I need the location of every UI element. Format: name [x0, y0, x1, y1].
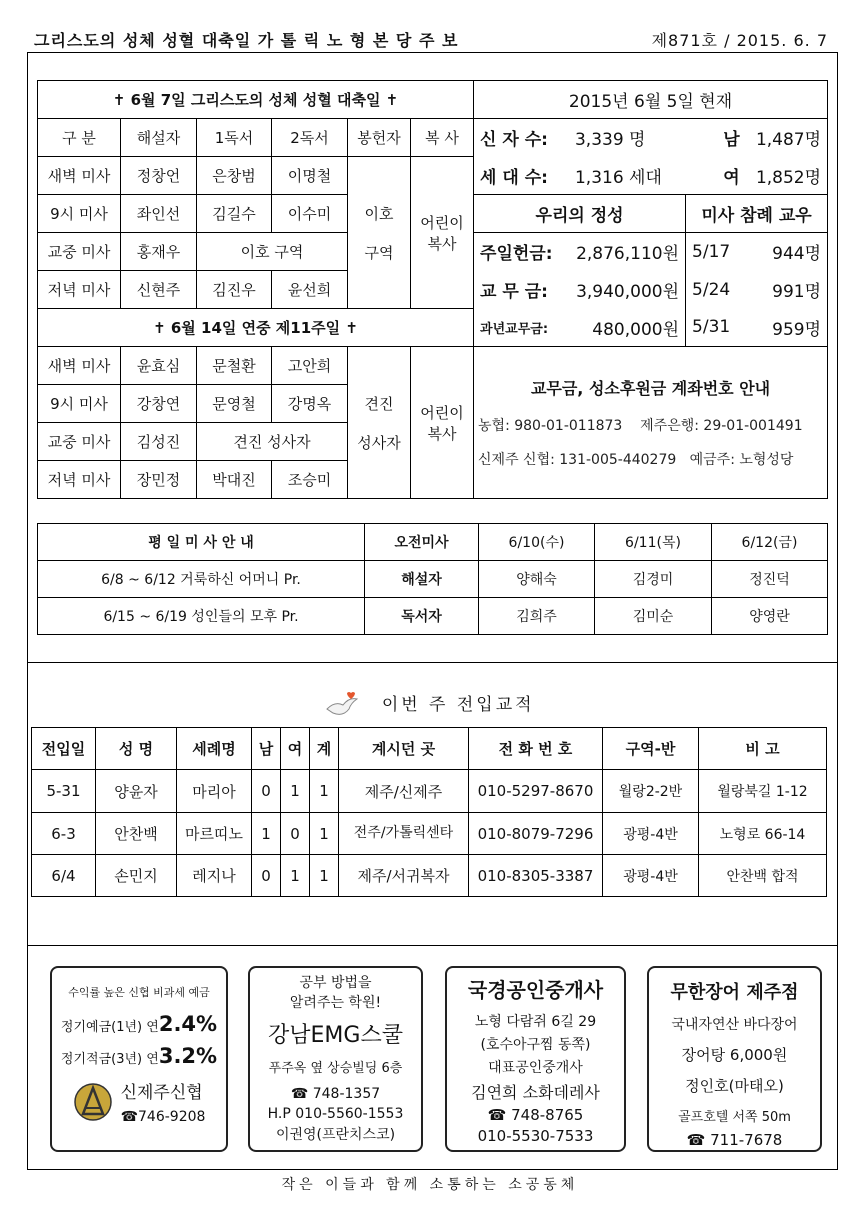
cell: 노형로 66-14	[699, 813, 827, 855]
day-header: 6/12(금)	[712, 524, 828, 561]
ad-rate	[52, 1044, 226, 1068]
cell: 김성진	[121, 423, 197, 461]
attendance-row	[686, 309, 828, 347]
attendance-row	[686, 233, 828, 271]
tithe-offering	[474, 271, 686, 309]
cell: 이수미	[272, 195, 348, 233]
mass1-title: ✝ 6월 7일 그리스도의 성체 성혈 대축일 ✝	[38, 81, 474, 119]
account-cu: 신제주 신협: 131-005-440279	[478, 452, 677, 468]
past-label: 과년교무금:	[480, 321, 549, 337]
cell: 김미순	[595, 598, 712, 635]
cell: 1	[310, 855, 339, 897]
cell: 좌인선	[121, 195, 197, 233]
cell: 김길수	[197, 195, 272, 233]
female-count: 1,852명	[755, 167, 822, 188]
cell: 윤선희	[272, 271, 348, 309]
server-line: 복사	[427, 424, 457, 443]
day-header: 6/10(수)	[479, 524, 595, 561]
dove-icon	[325, 691, 359, 719]
cell: 강명옥	[272, 385, 348, 423]
col-header: 구역-반	[603, 728, 699, 770]
cell: 마리아	[177, 770, 252, 813]
ad-text: (호수아구찜 동쪽)	[480, 1037, 591, 1053]
cell: 1	[310, 770, 339, 813]
attendance-count: 944명	[772, 244, 822, 265]
ad-name: 국경공인중개사	[467, 978, 604, 1002]
ad-name: 신제주신협	[120, 1083, 203, 1103]
newcomers-table	[31, 727, 827, 897]
ad-phone: ☎ 748-1357	[290, 1086, 381, 1102]
cell: 박대진	[197, 461, 272, 499]
cell: 양영란	[712, 598, 828, 635]
cell: 김진우	[197, 271, 272, 309]
cell: 제주/서귀복자	[339, 855, 469, 897]
attendance-date: 5/24	[692, 279, 731, 300]
offering-line: 이호	[364, 204, 394, 223]
cell: 조승미	[272, 461, 348, 499]
ad-phone: H.P 010-5560-1553	[267, 1106, 404, 1122]
ad-brand	[52, 1078, 226, 1125]
ad-text: 푸주옥 옆 상승빌딩 6층	[268, 1061, 403, 1076]
cell: 010-8079-7296	[469, 813, 603, 855]
cell: 양해숙	[479, 561, 595, 598]
cell: 1	[310, 813, 339, 855]
sunday-label: 주일헌금:	[480, 244, 553, 265]
female-label: 여	[723, 167, 740, 188]
table-row	[32, 770, 827, 813]
attendance-row	[686, 271, 828, 309]
sunday-offering	[474, 233, 686, 271]
account-holder: 예금주: 노형성당	[689, 452, 794, 468]
row-label: 새벽 미사	[38, 157, 121, 195]
ad-text: 정기적금(3년) 연	[60, 1052, 159, 1067]
cell: 문철환	[197, 347, 272, 385]
server-cell	[411, 157, 474, 309]
server-cell	[411, 347, 474, 499]
tithe-value: 3,940,000원	[576, 282, 680, 302]
ad-text: 알려주는 학원!	[289, 995, 382, 1011]
attendance-count: 959명	[772, 319, 822, 340]
cell: 이명철	[272, 157, 348, 195]
cell: 홍재우	[121, 233, 197, 271]
cell: 정진덕	[712, 561, 828, 598]
cell: 마르띠노	[177, 813, 252, 855]
cell: 전주/가톨릭센타	[339, 813, 469, 855]
ad-realtor	[445, 966, 626, 1152]
account-title: 교무금, 성소후원금 계좌번호 안내	[530, 379, 771, 398]
col-header: 해설자	[121, 119, 197, 157]
col-header: 세례명	[177, 728, 252, 770]
table-row	[32, 855, 827, 897]
col-header: 계	[310, 728, 339, 770]
cell: 5-31	[32, 770, 96, 813]
cell: 1	[281, 770, 310, 813]
cell: 장민정	[121, 461, 197, 499]
cell: 1	[252, 813, 281, 855]
cell: 고안희	[272, 347, 348, 385]
households-count: 1,316 세대	[574, 167, 662, 188]
cell: 010-5297-8670	[469, 770, 603, 813]
ad-text: 이권영(프란치스코)	[275, 1127, 396, 1143]
offering-cell	[348, 347, 411, 499]
cell: 손민지	[96, 855, 177, 897]
cell: 안찬백	[96, 813, 177, 855]
households-row	[474, 157, 828, 195]
attendance-title: 미사 참례 교우	[686, 195, 828, 233]
male-label: 남	[723, 130, 740, 151]
cell: 견진 성사자	[197, 423, 348, 461]
col-header: 전 화 번 호	[469, 728, 603, 770]
weekday-period: 6/15 ~ 6/19 성인들의 모후 Pr.	[38, 598, 365, 635]
ad-rate	[52, 1012, 226, 1036]
section-divider	[27, 662, 838, 663]
weekday-title: 평 일 미 사 안 내	[38, 524, 365, 561]
ad-text: 공부 방법을	[299, 975, 372, 991]
cell: 6-3	[32, 813, 96, 855]
cell: 광평-4반	[603, 813, 699, 855]
cell: 김경미	[595, 561, 712, 598]
cell: 은창범	[197, 157, 272, 195]
col-header: 복 사	[411, 119, 474, 157]
cell: 레지나	[177, 855, 252, 897]
past-offering	[474, 309, 686, 347]
ad-phone: 010-5530-7533	[477, 1127, 594, 1145]
cell: 0	[281, 813, 310, 855]
col-header: 1독서	[197, 119, 272, 157]
row-label: 9시 미사	[38, 195, 121, 233]
ad-text: 수익률 높은 신협 비과세 예금	[68, 986, 210, 999]
row-label: 9시 미사	[38, 385, 121, 423]
col-header: 구 분	[38, 119, 121, 157]
col-header: 봉헌자	[348, 119, 411, 157]
ad-phone: ☎ 711-7678	[686, 1131, 783, 1149]
past-value: 480,000원	[592, 319, 680, 340]
account-jeju: 제주은행: 29-01-001491	[640, 418, 803, 434]
morning-mass-label: 오전미사	[365, 524, 479, 561]
attendance-date: 5/31	[692, 317, 731, 338]
col-header: 성 명	[96, 728, 177, 770]
offering-title: 우리의 정성	[474, 195, 686, 233]
newcomers-heading	[0, 690, 860, 719]
col-header: 2독서	[272, 119, 348, 157]
cell: 월랑2-2반	[603, 770, 699, 813]
cell: 강창연	[121, 385, 197, 423]
server-line: 어린이	[420, 213, 464, 232]
households-label: 세 대 수:	[480, 167, 548, 188]
ad-eel-restaurant	[647, 966, 822, 1152]
ad-name: 무한장어 제주점	[670, 982, 799, 1003]
ad-text: 골프호텔 서쪽 50m	[678, 1110, 791, 1125]
cell: 1	[281, 855, 310, 897]
ad-name: 강남EMG스쿨	[268, 1023, 403, 1048]
ad-phone: ☎ 748-8765	[487, 1106, 584, 1124]
cell: 0	[252, 855, 281, 897]
ad-text: 김연희 소화데레사	[471, 1083, 600, 1102]
weekday-mass-table	[37, 523, 828, 635]
server-line: 어린이	[420, 403, 464, 422]
account-info	[474, 347, 828, 499]
cell: 김희주	[479, 598, 595, 635]
ad-phone: ☎746-9208	[120, 1109, 206, 1125]
col-header: 남	[252, 728, 281, 770]
cell: 6/4	[32, 855, 96, 897]
weekday-period: 6/8 ~ 6/12 거룩하신 어머니 Pr.	[38, 561, 365, 598]
cell: 안찬백 합적	[699, 855, 827, 897]
ad-text: 장어탕 6,000원	[681, 1046, 788, 1064]
cell: 정창언	[121, 157, 197, 195]
ad-text: 노형 다람쥐 6길 29	[474, 1014, 597, 1030]
row-label: 새벽 미사	[38, 347, 121, 385]
stats-date: 2015년 6월 5일 현재	[474, 81, 828, 119]
sunday-value: 2,876,110원	[576, 244, 680, 265]
cell: 광평-4반	[603, 855, 699, 897]
ad-gangnam-emg	[248, 966, 423, 1152]
issue-number: 제871호 / 2015. 6. 7	[651, 31, 828, 50]
ad-rate-value: 2.4%	[158, 1012, 218, 1036]
account-line	[478, 449, 823, 469]
row-label: 교중 미사	[38, 233, 121, 271]
section-divider	[27, 945, 838, 946]
ad-rate-value: 3.2%	[158, 1044, 218, 1068]
believers-label: 신 자 수:	[480, 130, 548, 151]
weekday-role: 해설자	[365, 561, 479, 598]
male-count: 1,487명	[755, 130, 822, 151]
cell: 0	[252, 770, 281, 813]
cell: 윤효심	[121, 347, 197, 385]
newcomers-title: 이번 주 전입교적	[381, 695, 535, 715]
table-row	[32, 813, 827, 855]
cell: 010-8305-3387	[469, 855, 603, 897]
mass2-title: ✝ 6월 14일 연중 제11주일 ✝	[38, 309, 474, 347]
col-header: 계시던 곳	[339, 728, 469, 770]
col-header: 비 고	[699, 728, 827, 770]
server-line: 복사	[427, 234, 457, 253]
attendance-count: 991명	[772, 282, 822, 302]
ad-text: 정기예금(1년) 연	[60, 1020, 159, 1035]
col-header: 여	[281, 728, 310, 770]
cell: 신현주	[121, 271, 197, 309]
ad-text: 국내자연산 바다장어	[671, 1017, 798, 1033]
weekday-role: 독서자	[365, 598, 479, 635]
ad-brand-text	[121, 1078, 206, 1125]
cell: 문영철	[197, 385, 272, 423]
mass-schedule-table	[37, 80, 828, 499]
tithe-label: 교 무 금:	[480, 282, 548, 302]
bulletin-header	[28, 22, 832, 50]
col-header: 전입일	[32, 728, 96, 770]
account-line	[478, 415, 823, 435]
bulletin-title: 그리스도의 성체 성혈 대축일 가 톨 릭 노 형 본 당 주 보	[34, 31, 459, 50]
day-header: 6/11(목)	[595, 524, 712, 561]
row-label: 교중 미사	[38, 423, 121, 461]
cell: 제주/신제주	[339, 770, 469, 813]
footer-motto: 작은 이들과 함께 소통하는 소공동체	[281, 1177, 579, 1193]
account-nh: 농협: 980-01-011873	[478, 418, 623, 434]
offering-line: 성사자	[357, 433, 401, 452]
attendance-date: 5/17	[692, 241, 731, 262]
cell: 이호 구역	[197, 233, 348, 271]
cell: 양윤자	[96, 770, 177, 813]
row-label: 저녁 미사	[38, 461, 121, 499]
offering-line: 견진	[364, 394, 394, 413]
ad-shinjeju-cu	[50, 966, 228, 1152]
ad-text: 대표공인중개사	[488, 1060, 583, 1076]
believers-row	[474, 119, 828, 157]
offering-cell	[348, 157, 411, 309]
cell: 월랑북길 1-12	[699, 770, 827, 813]
credit-union-logo-icon	[73, 1082, 113, 1122]
offering-line: 구역	[364, 243, 394, 262]
believers-count: 3,339 명	[574, 130, 646, 151]
ad-text: 정인호(마태오)	[685, 1077, 784, 1095]
row-label: 저녁 미사	[38, 271, 121, 309]
